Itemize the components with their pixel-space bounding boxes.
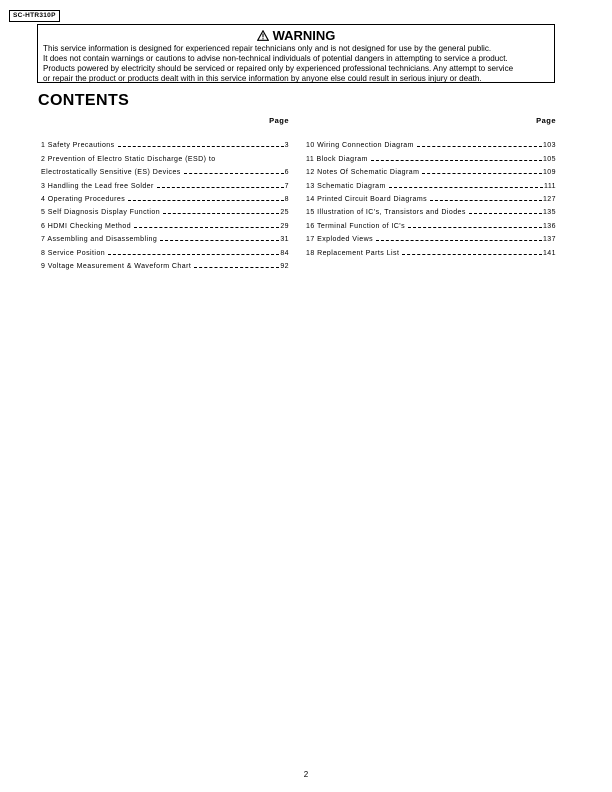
toc-entry[interactable]	[41, 216, 289, 229]
dot-leader	[163, 213, 279, 214]
toc-entry[interactable]	[306, 243, 556, 256]
toc-entry-title: 4 Operating Procedures	[41, 195, 126, 203]
toc-entry-page: 29	[280, 222, 289, 230]
warning-line: It does not contain warnings or cautions to advise non-technical individuals of potential dangers in attempting to service a product.	[43, 54, 508, 63]
toc-entry[interactable]	[306, 136, 556, 149]
dot-leader	[134, 227, 279, 228]
toc-entry-page: 25	[280, 209, 289, 217]
toc-entry-title: 6 HDMI Checking Method	[41, 222, 132, 230]
toc-entry-page: 84	[280, 249, 289, 257]
dot-leader	[157, 187, 284, 188]
dot-leader	[422, 173, 542, 174]
toc-entry-title: 13 Schematic Diagram	[306, 182, 386, 190]
toc-entry-title: Electrostatically Sensitive (ES) Devices	[41, 169, 181, 177]
toc-entry-title: 10 Wiring Connection Diagram	[306, 142, 414, 150]
toc-entry-title: 7 Assembling and Disassembling	[41, 236, 158, 244]
dot-leader	[376, 240, 542, 241]
dot-leader	[430, 200, 542, 201]
toc-entry[interactable]	[306, 149, 556, 162]
toc-entry[interactable]	[306, 163, 556, 176]
toc-entry-page: 92	[280, 262, 289, 270]
toc-entry[interactable]	[41, 257, 289, 270]
toc-entry[interactable]	[41, 190, 289, 203]
toc-entry-page: 103	[542, 142, 556, 150]
dot-leader	[389, 187, 543, 188]
toc-entry-page: 127	[542, 195, 556, 203]
toc-entry-title: 17 Exploded Views	[306, 236, 374, 244]
dot-leader	[371, 160, 542, 161]
toc-entry-title: 18 Replacement Parts List	[306, 249, 400, 257]
toc-entry[interactable]	[306, 176, 556, 189]
model-tag: SC-HTR310P	[9, 10, 60, 22]
toc-entry-page: 105	[542, 155, 556, 163]
toc-entry-title: 1 Safety Precautions	[41, 142, 115, 150]
toc-entry-page: 6	[284, 169, 289, 177]
dot-leader	[417, 146, 542, 147]
warning-title-text: WARNING	[272, 28, 336, 43]
dot-leader	[160, 240, 279, 241]
dot-leader	[184, 173, 284, 174]
dot-leader	[108, 254, 279, 255]
toc-entry-page: 137	[542, 236, 556, 244]
toc-entry-page: 7	[284, 182, 289, 190]
toc-entry[interactable]	[41, 243, 289, 256]
toc-entry[interactable]	[41, 203, 289, 216]
toc-entry-title: 8 Service Position	[41, 249, 106, 257]
toc-entry[interactable]	[41, 176, 289, 189]
toc-entry-page: 111	[544, 182, 556, 190]
page-number: 2	[303, 770, 309, 779]
toc-entry-title: 11 Block Diagram	[306, 155, 368, 163]
contents-column-right	[306, 116, 556, 257]
toc-entry-page: 8	[284, 195, 289, 203]
dot-leader	[128, 200, 283, 201]
toc-entry[interactable]	[306, 203, 556, 216]
warning-line: Products powered by electricity should be serviced or repaired only by experienced professional technicians. Any attempt to service	[43, 64, 514, 73]
toc-entry[interactable]	[41, 149, 289, 162]
toc-entry-title: 16 Terminal Function of IC's	[306, 222, 406, 230]
toc-entry-title: 9 Voltage Measurement & Waveform Chart	[41, 262, 192, 270]
toc-entry-title: 15 Illustration of IC's, Transistors and Diodes	[306, 209, 466, 217]
toc-entry-page: 109	[542, 169, 556, 177]
page-column-header: Page	[269, 116, 289, 125]
contents-column-left	[41, 116, 289, 270]
warning-line: This service information is designed for experienced repair technicians only and is not designed for use by the general public.	[43, 44, 492, 53]
toc-entry-page: 136	[542, 222, 556, 230]
dot-leader	[402, 254, 542, 255]
warning-triangle-icon	[257, 30, 269, 41]
toc-entry[interactable]	[306, 190, 556, 203]
toc-entry-title: 12 Notes Of Schematic Diagram	[306, 169, 420, 177]
toc-entry[interactable]	[41, 230, 289, 243]
toc-entry-page: 3	[284, 142, 289, 150]
contents-heading: CONTENTS	[38, 92, 130, 109]
toc-entry-continuation[interactable]	[41, 163, 289, 176]
toc-entry[interactable]	[306, 216, 556, 229]
toc-entry-title: 3 Handling the Lead free Solder	[41, 182, 154, 190]
toc-entry-page: 31	[280, 236, 289, 244]
page-column-header: Page	[536, 116, 556, 125]
warning-title	[43, 28, 549, 43]
warning-line: or repair the product or products dealt with in this service information by anyone else could result in serious injury or death.	[43, 74, 482, 83]
toc-entry-title: 5 Self Diagnosis Display Function	[41, 209, 161, 217]
toc-entry[interactable]	[41, 136, 289, 149]
toc-entry-page: 141	[542, 249, 556, 257]
toc-entry[interactable]	[306, 230, 556, 243]
toc-entry-title: 14 Printed Circuit Board Diagrams	[306, 195, 428, 203]
dot-leader	[408, 227, 542, 228]
toc-entry-page: 135	[542, 209, 556, 217]
dot-leader	[118, 146, 284, 147]
warning-box	[37, 24, 555, 83]
dot-leader	[194, 267, 279, 268]
toc-entry-title: 2 Prevention of Electro Static Discharge (ESD) to	[41, 155, 216, 163]
dot-leader	[469, 213, 542, 214]
